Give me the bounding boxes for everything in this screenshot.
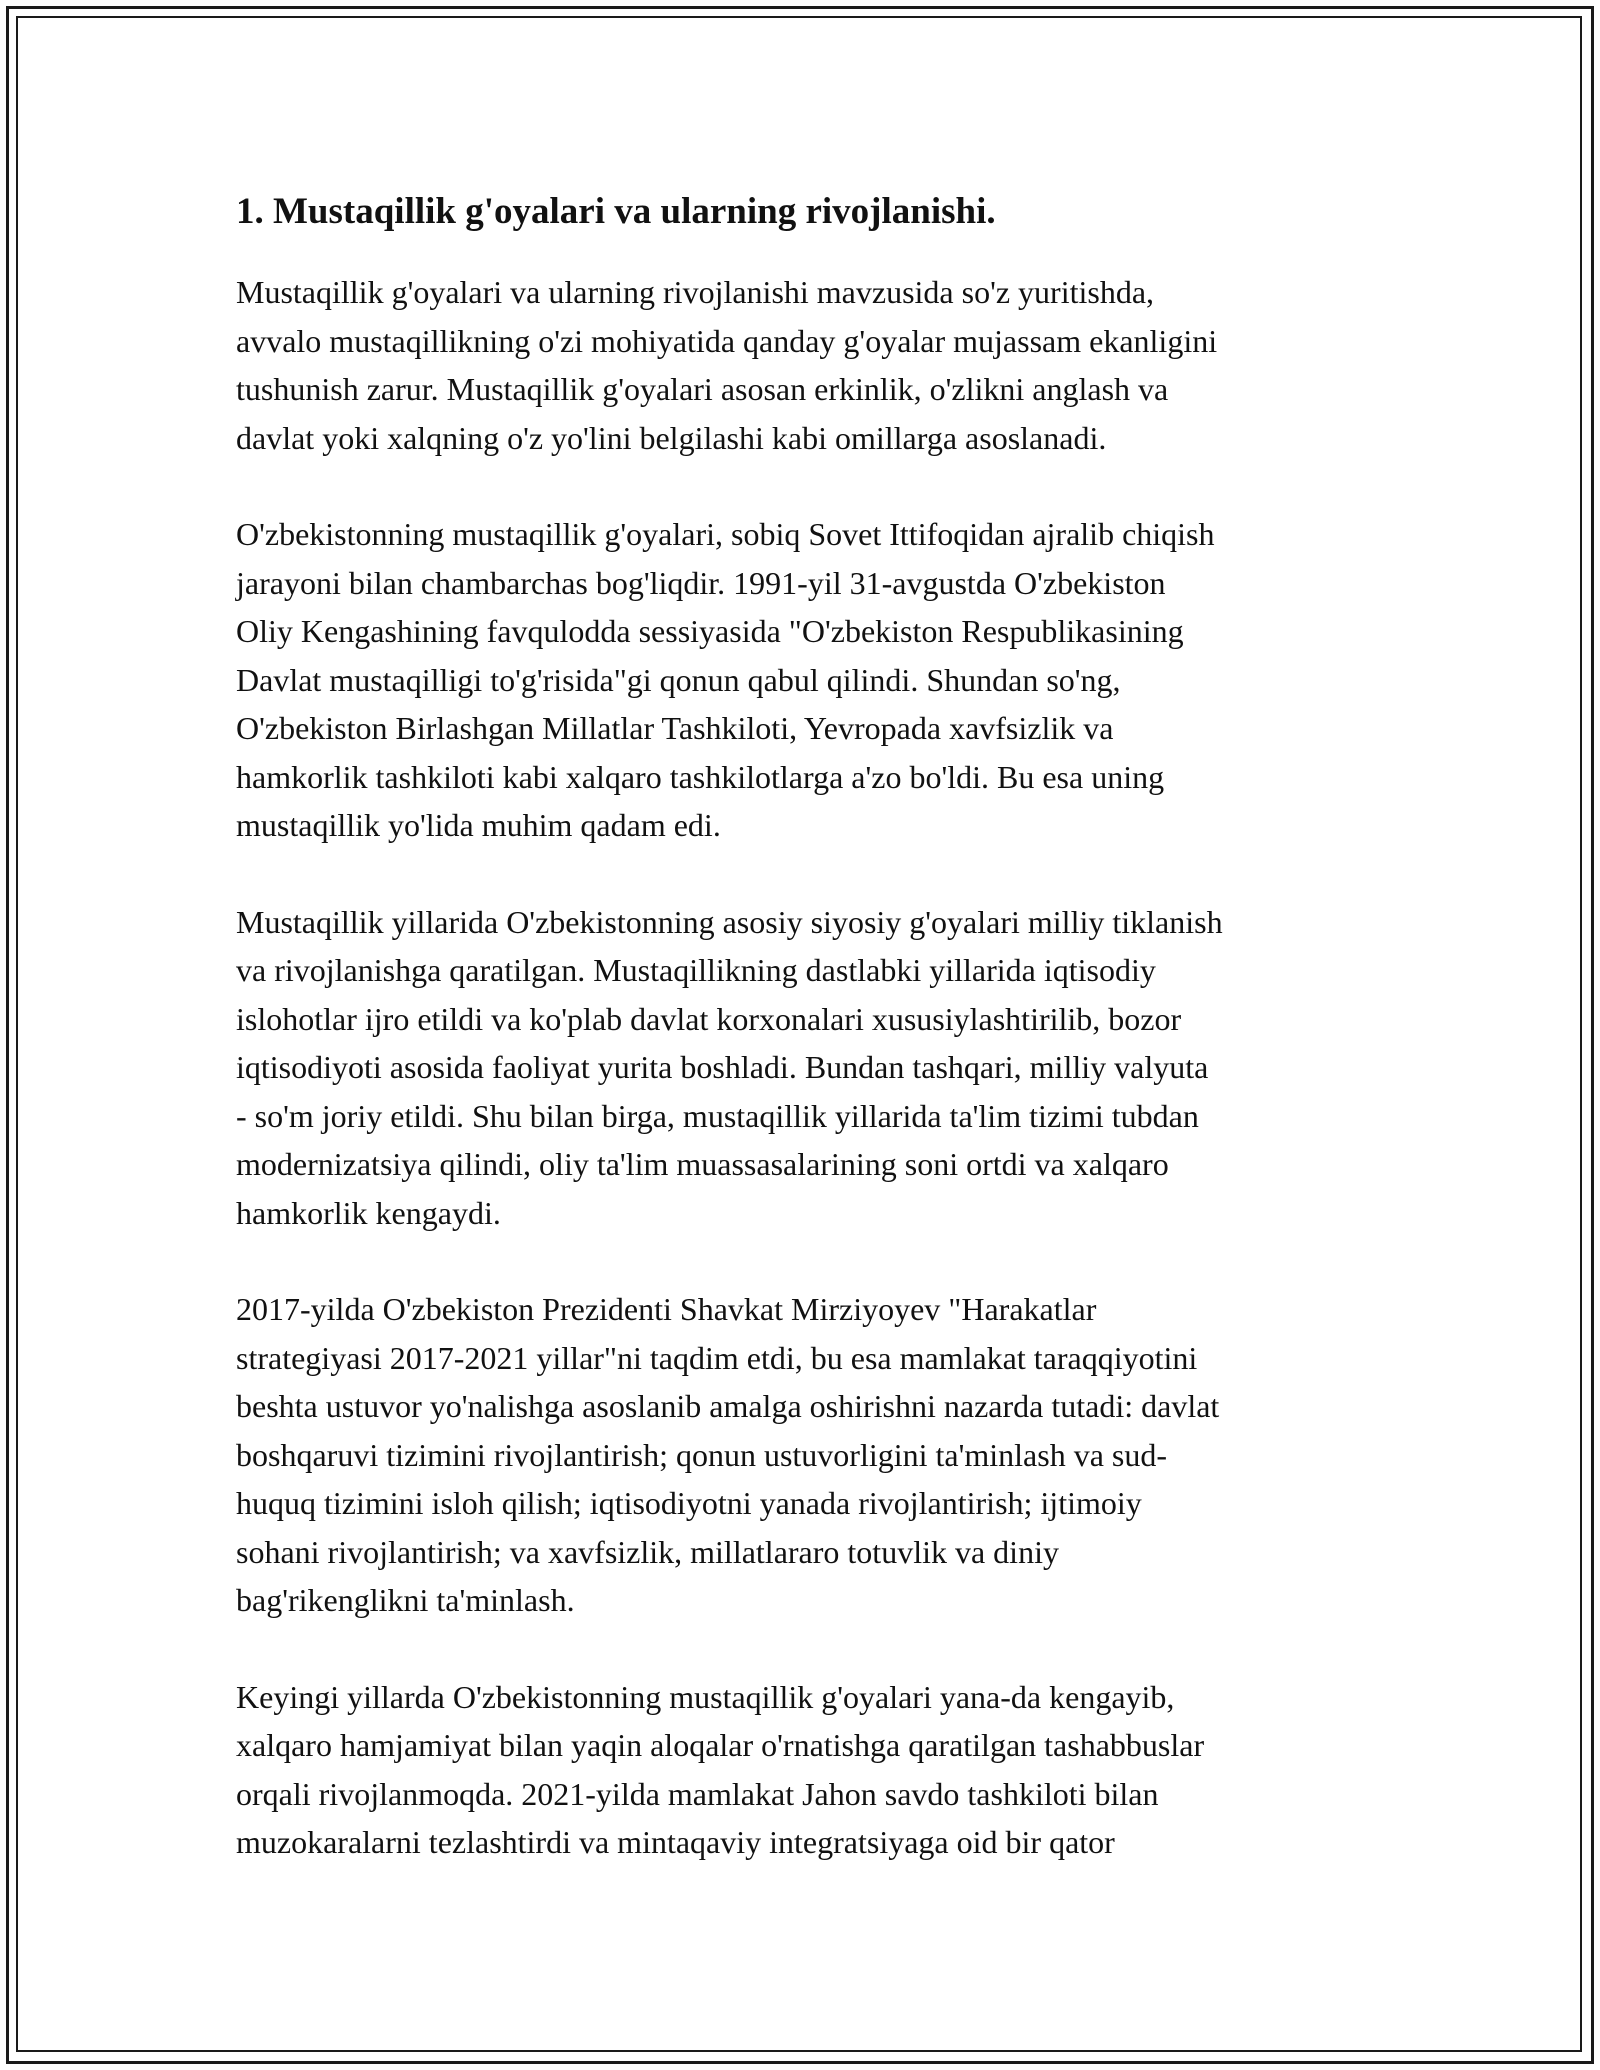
text-line: iqtisodiyoti asosida faoliyat yurita boshladi. Bundan tashqari, milliy valyuta <box>236 1049 1209 1086</box>
text-line: tushunish zarur. Mustaqillik g'oyalari asosan erkinlik, o'zlikni anglash va <box>236 371 1169 408</box>
text-line: boshqaruvi tizimini rivojlantirish; qonun ustuvorligini ta'minlash va sud- <box>236 1436 1168 1473</box>
text-line: strategiyasi 2017-2021 yillar"ni taqdim etdi, bu esa mamlakat taraqqiyotini <box>236 1339 1198 1376</box>
text-line: 2017-yilda O'zbekiston Prezidenti Shavkat Mirziyoyev "Harakatlar <box>236 1291 1097 1328</box>
text-line: beshta ustuvor yo'nalishga asoslanib amalga oshirishni nazarda tutadi: davlat <box>236 1388 1220 1425</box>
text-line: huquq tizimini isloh qilish; iqtisodiyotni yanada rivojlantirish; ijtimoiy <box>236 1485 1142 1522</box>
text-line: muzokaralarni tezlashtirdi va mintaqaviy integratsiyaga oid bir qator <box>236 1824 1115 1861</box>
text-line: Davlat mustaqilligi to'g'risida"gi qonun qabul qilindi. Shundan so'ng, <box>236 661 1121 698</box>
text-line: O'zbekiston Birlashgan Millatlar Tashkiloti, Yevropada xavfsizlik va <box>236 710 1114 747</box>
text-line: hamkorlik tashkiloti kabi xalqaro tashkilotlarga a'zo bo'ldi. Bu esa uning <box>236 758 1165 795</box>
text-line: bag'rikenglikni ta'minlash. <box>236 1582 575 1619</box>
text-line: O'zbekistonning mustaqillik g'oyalari, sobiq Sovet Ittifoqidan ajralib chiqish <box>236 516 1215 553</box>
text-line: modernizatsiya qilindi, oliy ta'lim muassasalarining soni ortdi va xalqaro <box>236 1146 1169 1183</box>
paragraph-3 <box>236 898 1376 1238</box>
text-line: avvalo mustaqillikning o'zi mohiyatida qanday g'oyalar mujassam ekanligini <box>236 322 1218 359</box>
paragraph-2 <box>236 510 1376 850</box>
text-line: hamkorlik kengaydi. <box>236 1194 501 1231</box>
text-line: xalqaro hamjamiyat bilan yaqin aloqalar o'rnatishga qaratilgan tashabbuslar <box>236 1727 1205 1764</box>
paragraph-5 <box>236 1673 1376 1867</box>
text-line: orqali rivojlanmoqda. 2021-yilda mamlakat Jahon savdo tashkiloti bilan <box>236 1775 1159 1812</box>
text-line: va rivojlanishga qaratilgan. Mustaqillikning dastlabki yillarida iqtisodiy <box>236 952 1156 989</box>
text-line: Keyingi yillarda O'zbekistonning mustaqillik g'oyalari yana-da kengayib, <box>236 1678 1175 1715</box>
paragraph-4 <box>236 1285 1376 1625</box>
text-line: jarayoni bilan chambarchas bog'liqdir. 1991-yil 31-avgustda O'zbekiston <box>236 564 1166 601</box>
text-line: sohani rivojlantirish; va xavfsizlik, millatlararo totuvlik va diniy <box>236 1533 1059 1570</box>
text-line: Oliy Kengashining favqulodda sessiyasida "O'zbekiston Respublikasining <box>236 613 1184 650</box>
text-line: mustaqillik yo'lida muhim qadam edi. <box>236 807 721 844</box>
text-line: davlat yoki xalqning o'z yo'lini belgilashi kabi omillarga asoslanadi. <box>236 419 1107 456</box>
text-line: Mustaqillik yillarida O'zbekistonning asosiy siyosiy g'oyalari milliy tiklanish <box>236 903 1223 940</box>
document-page <box>236 180 1376 1915</box>
page-title: 1. Mustaqillik g'oyalari va ularning rivojlanishi. <box>236 191 996 232</box>
paragraph-1 <box>236 268 1376 462</box>
text-line: - so'm joriy etildi. Shu bilan birga, mustaqillik yillarida ta'lim tizimi tubdan <box>236 1097 1199 1134</box>
text-line: Mustaqillik g'oyalari va ularning rivojlanishi mavzusida so'z yuritishda, <box>236 274 1155 311</box>
text-line: islohotlar ijro etildi va ko'plab davlat korxonalari xususiylashtirilib, bozor <box>236 1000 1182 1037</box>
